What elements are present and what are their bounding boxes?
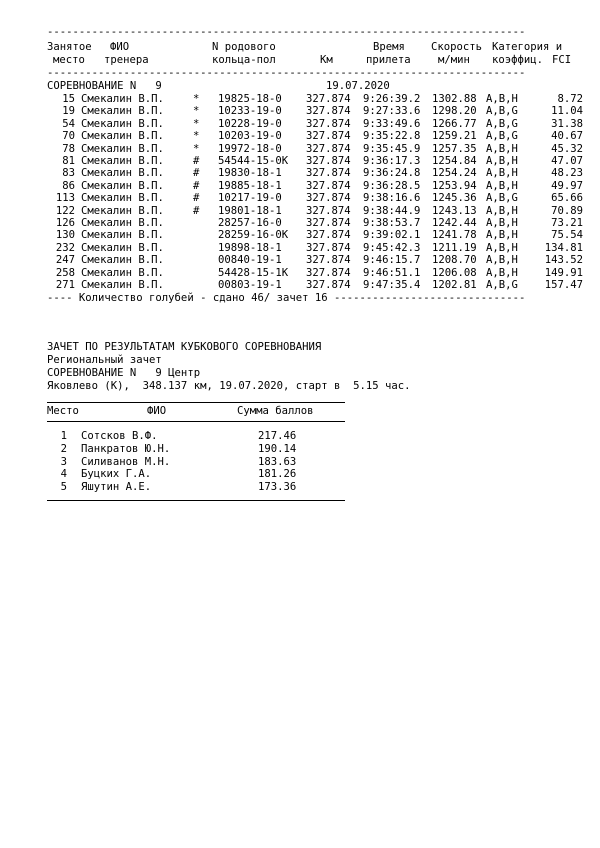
cell-place: 113 — [55, 192, 75, 205]
cell-place: 70 — [62, 130, 75, 143]
header-place-2: место — [53, 54, 85, 66]
cell-cat: A,B,H — [486, 142, 518, 155]
cell-km: 327.874 — [306, 167, 351, 180]
header-ring: N родового — [212, 41, 276, 53]
cell-cat: A,B,H — [486, 241, 518, 254]
cell-ring: 10233-19-0 — [218, 105, 282, 118]
cell-ring: 00840-19-1 — [218, 254, 282, 267]
cell-mark: # — [193, 167, 200, 180]
cell-cat: A,B,H — [486, 229, 518, 242]
top-dashed-rule: --------------------------------------------------------------------------- — [47, 26, 526, 38]
cell-time: 9:39:02.1 — [363, 229, 421, 242]
competition-line — [47, 80, 587, 92]
table-row — [47, 155, 587, 167]
cell-place: 83 — [62, 167, 75, 180]
cell-time: 9:46:51.1 — [363, 266, 421, 279]
cell-fio: Смекалин В.П. — [81, 217, 164, 229]
cup-cell-fio: Силиванов М.Н. — [81, 455, 171, 468]
cell-time: 9:46:15.7 — [363, 254, 421, 267]
cell-mark: * — [193, 130, 200, 143]
list-item — [47, 481, 345, 493]
cell-place: 54 — [62, 117, 75, 130]
cell-cat: A,B,G — [486, 192, 518, 205]
cell-km: 327.874 — [306, 217, 351, 229]
cup-cell-score: 173.36 — [258, 481, 297, 494]
cell-fci: 65.66 — [551, 192, 583, 205]
cell-ring: 19830-18-1 — [218, 167, 282, 180]
cell-place: 126 — [55, 217, 75, 229]
cell-time: 9:36:17.3 — [363, 155, 421, 167]
cell-place: 130 — [55, 229, 75, 242]
cell-cat: A,B,H — [486, 179, 518, 192]
cell-fci: 157.47 — [544, 279, 583, 291]
table-row — [47, 192, 587, 204]
cell-time: 9:38:44.9 — [363, 204, 421, 217]
header-time: Время — [373, 41, 405, 53]
cell-fci: 45.32 — [551, 142, 583, 155]
cell-time: 9:33:49.6 — [363, 117, 421, 130]
cell-ring: 19825-18-0 — [218, 93, 282, 105]
cup-cell-score: 183.63 — [258, 455, 297, 468]
cell-ring: 28257-16-0 — [218, 217, 282, 229]
cell-place: 258 — [55, 266, 75, 279]
cell-time: 9:35:45.9 — [363, 142, 421, 155]
cell-fio: Смекалин В.П. — [81, 241, 164, 254]
header-km: Км — [320, 54, 333, 66]
cell-cat: A,B,H — [486, 167, 518, 180]
cell-fci: 11.04 — [551, 105, 583, 118]
cup-header-place: Место — [47, 405, 79, 417]
list-item — [47, 468, 345, 480]
cell-mark: # — [193, 192, 200, 205]
cell-km: 327.874 — [306, 93, 351, 105]
cell-km: 327.874 — [306, 130, 351, 143]
cell-fio: Смекалин В.П. — [81, 117, 164, 130]
cell-speed: 1245.36 — [432, 192, 477, 205]
cell-cat: A,B,G — [486, 279, 518, 291]
header-speed: Скорость — [431, 41, 483, 53]
mid-dashed-rule: --------------------------------------------------------------------------- — [47, 67, 526, 79]
table-row — [47, 93, 587, 105]
cup-cell-place: 5 — [60, 481, 67, 494]
cell-place: 271 — [55, 279, 75, 291]
cell-fci: 8.72 — [557, 93, 583, 105]
cell-fci: 49.97 — [551, 179, 583, 192]
header-time-2: прилета — [366, 54, 411, 66]
cup-details: Яковлево (К), 348.137 км, 19.07.2020, старт в 5.15 час. — [47, 380, 411, 392]
cell-fio: Смекалин В.П. — [81, 279, 164, 291]
cell-fci: 31.38 — [551, 117, 583, 130]
cup-header-score: Сумма баллов — [237, 405, 314, 417]
cell-fio: Смекалин В.П. — [81, 93, 164, 105]
results-header-line-2 — [47, 54, 587, 66]
cup-top-rule — [47, 402, 345, 403]
cell-speed: 1302.88 — [432, 93, 477, 105]
header-place: Занятое — [47, 41, 92, 53]
table-row — [47, 254, 587, 266]
cell-time: 9:35:22.8 — [363, 130, 421, 143]
cup-header — [47, 405, 345, 417]
cup-cell-score: 217.46 — [258, 430, 297, 442]
cell-ring: 54544-15-0K — [218, 155, 289, 167]
cell-cat: A,B,G — [486, 117, 518, 130]
header-ring-2: кольца-пол — [212, 54, 276, 66]
cell-fio: Смекалин В.П. — [81, 130, 164, 143]
cell-mark: # — [193, 204, 200, 217]
cell-cat: A,B,H — [486, 217, 518, 229]
cell-km: 327.874 — [306, 117, 351, 130]
cell-time: 9:27:33.6 — [363, 105, 421, 118]
cell-ring: 10203-19-0 — [218, 130, 282, 143]
cell-fci: 143.52 — [544, 254, 583, 267]
cup-subtitle: Региональный зачет — [47, 354, 162, 366]
cell-fio: Смекалин В.П. — [81, 204, 164, 217]
cell-speed: 1243.13 — [432, 204, 477, 217]
cell-fio: Смекалин В.П. — [81, 155, 164, 167]
cell-fci: 70.89 — [551, 204, 583, 217]
cell-fci: 40.67 — [551, 130, 583, 143]
cell-cat: A,B,H — [486, 204, 518, 217]
cup-cell-score: 181.26 — [258, 468, 297, 481]
cell-place: 247 — [55, 254, 75, 267]
cell-fio: Смекалин В.П. — [81, 179, 164, 192]
cell-place: 81 — [62, 155, 75, 167]
header-category-2: коэффиц. — [492, 54, 544, 66]
cell-speed: 1242.44 — [432, 217, 477, 229]
cup-competition: СОРЕВНОВАНИЕ N 9 Центр — [47, 367, 201, 379]
cell-place: 86 — [62, 179, 75, 192]
cell-mark: * — [193, 93, 200, 105]
cell-km: 327.874 — [306, 142, 351, 155]
cell-km: 327.874 — [306, 192, 351, 205]
header-category: Категория и — [492, 41, 563, 53]
cell-time: 9:47:35.4 — [363, 279, 421, 291]
cell-speed: 1211.19 — [432, 241, 477, 254]
cell-fio: Смекалин В.П. — [81, 229, 164, 242]
table-row — [47, 118, 587, 130]
cell-km: 327.874 — [306, 279, 351, 291]
cell-mark: * — [193, 105, 200, 118]
cell-time: 9:36:24.8 — [363, 167, 421, 180]
cell-mark: # — [193, 155, 200, 167]
cell-ring: 19898-18-1 — [218, 241, 282, 254]
results-footer: ---- Количество голубей - сдано 46/ зачет 16 ------------------------------ — [47, 292, 526, 304]
table-row — [47, 130, 587, 142]
cell-place: 15 — [62, 93, 75, 105]
cell-fci: 149.91 — [544, 266, 583, 279]
header-fio-2: тренера — [104, 54, 149, 66]
cell-mark: # — [193, 179, 200, 192]
cell-fio: Смекалин В.П. — [81, 105, 164, 118]
cell-ring: 19885-18-1 — [218, 179, 282, 192]
table-row — [47, 279, 587, 291]
cell-speed: 1257.35 — [432, 142, 477, 155]
table-row — [47, 217, 587, 229]
cell-speed: 1202.81 — [432, 279, 477, 291]
cell-cat: A,B,H — [486, 155, 518, 167]
header-fio: ФИО — [110, 41, 130, 53]
cell-speed: 1254.84 — [432, 155, 477, 167]
table-row — [47, 105, 587, 117]
cup-cell-fio: Яшутин А.Е. — [81, 481, 152, 494]
cell-place: 19 — [62, 105, 75, 118]
cell-cat: A,B,H — [486, 254, 518, 267]
table-row — [47, 180, 587, 192]
cell-place: 122 — [55, 204, 75, 217]
table-row — [47, 229, 587, 241]
cell-speed: 1266.77 — [432, 117, 477, 130]
cup-cell-fio: Буцких Г.А. — [81, 468, 152, 481]
cell-mark: * — [193, 142, 200, 155]
cell-km: 327.874 — [306, 204, 351, 217]
cell-km: 327.874 — [306, 155, 351, 167]
header-fci: FCI — [552, 54, 572, 66]
cup-cell-place: 2 — [60, 442, 67, 455]
cell-ring: 54428-15-1K — [218, 266, 289, 279]
cell-fio: Смекалин В.П. — [81, 254, 164, 267]
results-header-line-1 — [47, 41, 587, 53]
cell-fci: 75.54 — [551, 229, 583, 242]
cup-cell-score: 190.14 — [258, 442, 297, 455]
cell-place: 78 — [62, 142, 75, 155]
cell-ring: 00803-19-1 — [218, 279, 282, 291]
cell-fio: Смекалин В.П. — [81, 192, 164, 205]
cup-title: ЗАЧЕТ ПО РЕЗУЛЬТАТАМ КУБКОВОГО СОРЕВНОВАНИЯ — [47, 341, 322, 353]
table-row — [47, 242, 587, 254]
table-row — [47, 205, 587, 217]
cell-ring: 19801-18-1 — [218, 204, 282, 217]
cell-km: 327.874 — [306, 254, 351, 267]
cell-cat: A,B,G — [486, 105, 518, 118]
cup-cell-fio: Панкратов Ю.Н. — [81, 442, 171, 455]
cell-cat: A,B,G — [486, 130, 518, 143]
cell-fio: Смекалин В.П. — [81, 266, 164, 279]
cell-fci: 134.81 — [544, 241, 583, 254]
list-item — [47, 443, 345, 455]
cup-cell-place: 4 — [60, 468, 67, 481]
cell-time: 9:38:53.7 — [363, 217, 421, 229]
cell-cat: A,B,H — [486, 266, 518, 279]
cell-speed: 1206.08 — [432, 266, 477, 279]
cell-mark: * — [193, 117, 200, 130]
list-item — [47, 430, 345, 442]
cup-cell-place: 3 — [60, 455, 67, 468]
header-speed-2: м/мин — [438, 54, 470, 66]
cell-ring: 19972-18-0 — [218, 142, 282, 155]
cup-header-fio: ФИО — [147, 405, 167, 417]
table-row — [47, 267, 587, 279]
table-row — [47, 167, 587, 179]
cell-km: 327.874 — [306, 241, 351, 254]
cell-time: 9:36:28.5 — [363, 179, 421, 192]
cell-speed: 1241.78 — [432, 229, 477, 242]
cell-speed: 1253.94 — [432, 179, 477, 192]
cup-bottom-rule — [47, 500, 345, 501]
cell-time: 9:26:39.2 — [363, 93, 421, 105]
cell-time: 9:45:42.3 — [363, 241, 421, 254]
cell-fci: 48.23 — [551, 167, 583, 180]
cell-fci: 47.07 — [551, 155, 583, 167]
cell-km: 327.874 — [306, 229, 351, 242]
cell-speed: 1259.21 — [432, 130, 477, 143]
cup-cell-fio: Сотсков В.Ф. — [81, 430, 158, 442]
cell-speed: 1208.70 — [432, 254, 477, 267]
table-row — [47, 143, 587, 155]
cell-speed: 1254.24 — [432, 167, 477, 180]
cell-time: 9:38:16.6 — [363, 192, 421, 205]
cell-km: 327.874 — [306, 266, 351, 279]
cup-header-rule — [47, 421, 345, 422]
competition-label: СОРЕВНОВАНИЕ N 9 — [47, 80, 162, 92]
cell-fio: Смекалин В.П. — [81, 167, 164, 180]
cell-fio: Смекалин В.П. — [81, 142, 164, 155]
cell-speed: 1298.20 — [432, 105, 477, 118]
cell-cat: A,B,H — [486, 93, 518, 105]
cell-km: 327.874 — [306, 105, 351, 118]
cup-cell-place: 1 — [60, 430, 67, 442]
cell-ring: 10228-19-0 — [218, 117, 282, 130]
cell-km: 327.874 — [306, 179, 351, 192]
cell-place: 232 — [55, 241, 75, 254]
cell-ring: 10217-19-0 — [218, 192, 282, 205]
cell-ring: 28259-16-0K — [218, 229, 289, 242]
competition-date: 19.07.2020 — [326, 80, 390, 92]
list-item — [47, 456, 345, 468]
cell-fci: 73.21 — [551, 217, 583, 229]
